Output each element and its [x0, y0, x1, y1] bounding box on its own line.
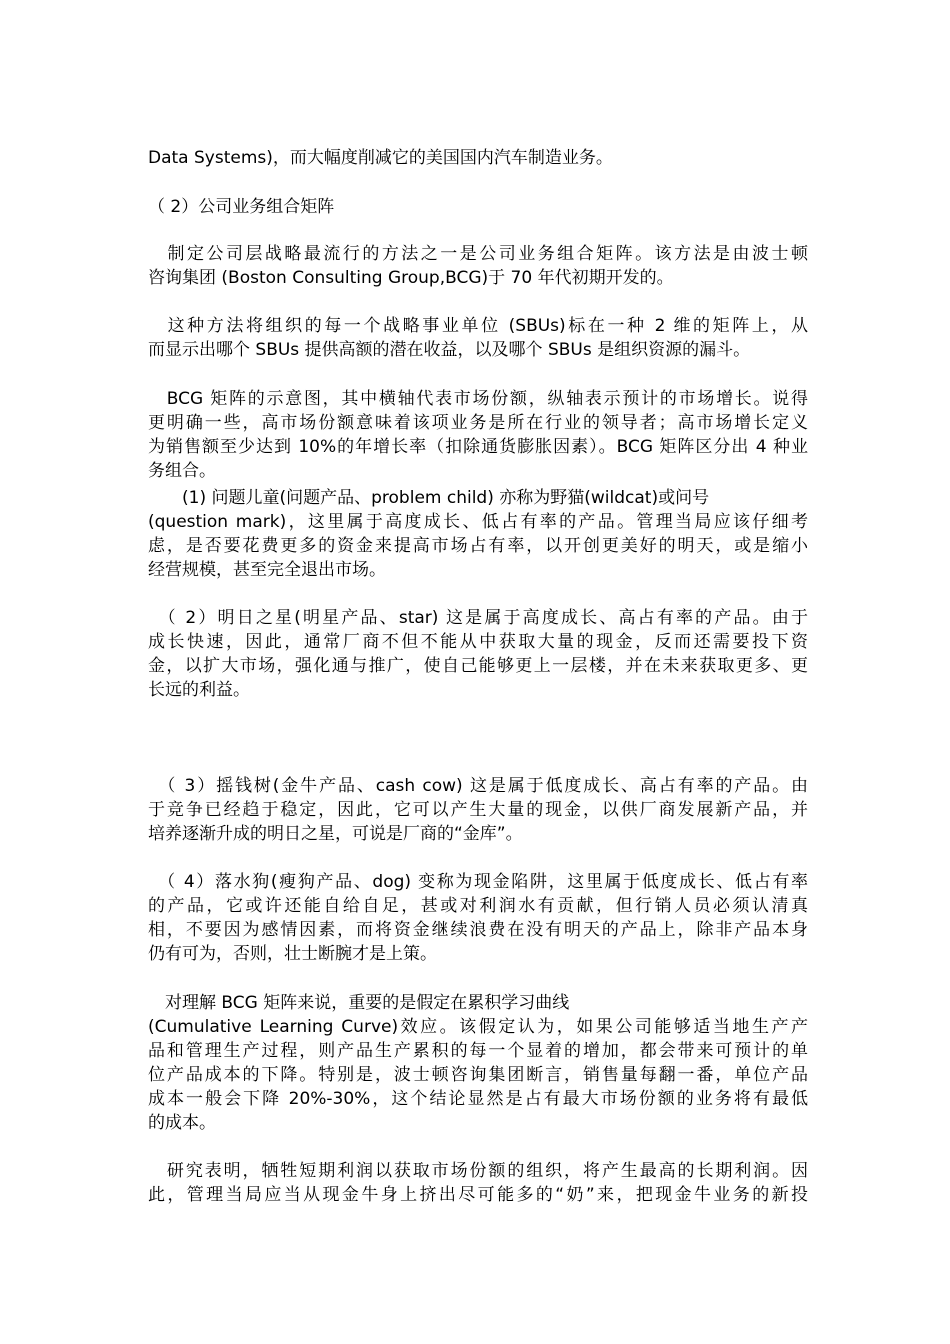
text-line: 为销售额至少达到 10%的年增长率（扣除通货膨胀因素）。BCG 矩阵区分出 4 种业	[148, 437, 808, 457]
text-line: 对理解 BCG 矩阵来说，重要的是假定在累积学习曲线	[148, 993, 570, 1013]
text-line: 这种方法将组织的每一个战略事业单位 (SBUs)标在一种 2 维的矩阵上，从	[148, 316, 808, 336]
text-line: 于竞争已经趋于稳定，因此，它可以产生大量的现金，以供厂商发展新产品，并	[148, 800, 808, 820]
text-line: 长远的利益。	[148, 680, 250, 700]
text-line: 制定公司层战略最流行的方法之一是公司业务组合矩阵。该方法是由波士顿	[148, 244, 808, 264]
section-heading: （ 2）公司业务组合矩阵	[148, 197, 335, 217]
text-line: 金，以扩大市场，强化通与推广，使自己能够更上一层楼，并在未来获取更多、更	[148, 656, 808, 676]
text-line: 的成本。	[148, 1113, 216, 1133]
text-line: （ 4）落水狗(瘦狗产品、dog) 变称为现金陷阱，这里属于低度成长、低占有率	[148, 872, 808, 892]
text-line: 咨询集团 (Boston Consulting Group,BCG)于 70 年代初期开发的。	[148, 268, 674, 288]
text-line: Data Systems)，而大幅度削减它的美国国内汽车制造业务。	[148, 148, 613, 168]
text-line: 经营规模，甚至完全退出市场。	[148, 560, 386, 580]
text-line: 研究表明，牺牲短期利润以获取市场份额的组织，将产生最高的长期利润。因	[148, 1161, 808, 1181]
text-line: 更明确一些，高市场份额意味着该项业务是所在行业的领导者；高市场增长定义	[148, 413, 808, 433]
text-line: 相，不要因为感情因素，而将资金继续浪费在没有明天的产品上，除非产品本身	[148, 920, 808, 940]
text-line: （ 2）明日之星(明星产品、star) 这是属于高度成长、高占有率的产品。由于	[148, 608, 808, 628]
text-line: 虑，是否要花费更多的资金来提高市场占有率，以开创更美好的明天，或是缩小	[148, 536, 808, 556]
text-line: 务组合。	[148, 461, 216, 481]
text-line: 而显示出哪个 SBUs 提供高额的潜在收益，以及哪个 SBUs 是组织资源的漏斗。	[148, 340, 751, 360]
text-line: (question mark)，这里属于高度成长、低占有率的产品。管理当局应该仔细考	[148, 512, 808, 532]
text-line: 位产品成本的下降。特别是，波士顿咨询集团断言，销售量每翻一番，单位产品	[148, 1065, 808, 1085]
text-line: (1) 问题儿童(问题产品、problem child) 亦称为野猫(wildcat)或问号	[148, 488, 710, 508]
text-line: BCG 矩阵的示意图，其中横轴代表市场份额，纵轴表示预计的市场增长。说得	[148, 389, 808, 409]
text-line: 的产品，它或许还能自给自足，甚或对利润水有贡献，但行销人员必须认清真	[148, 896, 808, 916]
text-line: 培养逐渐升成的明日之星，可说是厂商的“金库”。	[148, 824, 523, 844]
text-line: （ 3）摇钱树(金牛产品、cash cow) 这是属于低度成长、高占有率的产品。由	[148, 776, 808, 796]
text-line: 此，管理当局应当从现金牛身上挤出尽可能多的“奶”来，把现金牛业务的新投	[148, 1185, 808, 1205]
text-line: 品和管理生产过程，则产品生产累积的每一个显着的增加，都会带来可预计的单	[148, 1041, 808, 1061]
text-line: 成长快速，因此，通常厂商不但不能从中获取大量的现金，反而还需要投下资	[148, 632, 808, 652]
text-line: 仍有可为，否则，壮士断腕才是上策。	[148, 944, 437, 964]
text-line: 成本一般会下降 20%-30%，这个结论显然是占有最大市场份额的业务将有最低	[148, 1089, 808, 1109]
text-line: (Cumulative Learning Curve)效应。该假定认为，如果公司能够适当地生产产	[148, 1017, 808, 1037]
